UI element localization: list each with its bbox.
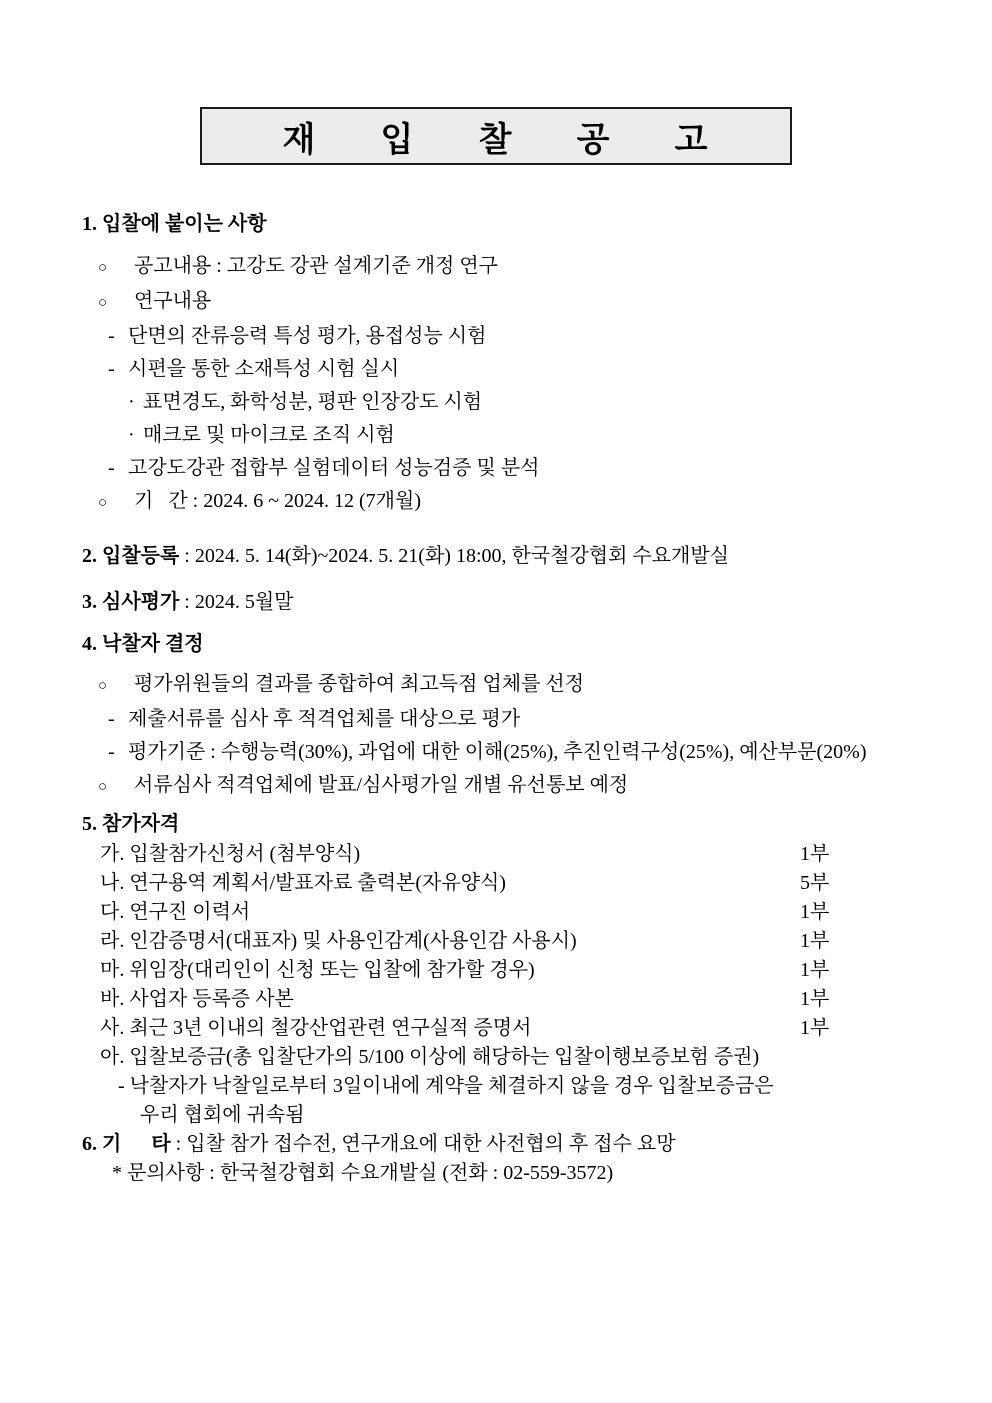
list-item-text: 매크로 및 마이크로 조직 시험: [143, 424, 395, 446]
attachment-count: 1부: [800, 988, 830, 1010]
section-4-heading: 4. 낙찰자 결정: [82, 633, 204, 655]
circle-bullet-icon: ○: [98, 260, 108, 276]
section-2-value: : 2024. 5. 14(화)~2024. 5. 21(화) 18:00, 한국철강협회 수요개발실: [179, 545, 730, 567]
list-item-text: 평가위원들의 결과를 종합하여 최고득점 업체를 선정: [134, 673, 585, 695]
list-item: [82, 353, 976, 386]
contact-note: * 문의사항 : 한국철강협회 수요개발실 (전화 : 02-559-3572): [112, 1162, 614, 1184]
list-item: [82, 386, 976, 419]
list-item: [82, 285, 976, 320]
list-item: [82, 452, 976, 485]
section-5-heading: 5. 참가자격: [82, 813, 180, 835]
list-item-text: 기 간 : 2024. 6 ~ 2024. 12 (7개월): [134, 490, 421, 512]
attachment-row: [82, 927, 976, 956]
list-item: [82, 736, 976, 769]
document-title: 재 입 찰 공 고: [282, 121, 710, 159]
section-6-label: 6. 기 타: [82, 1133, 171, 1155]
attachment-label: 아. 입찰보증금(총 입찰단가의 5/100 이상에 해당하는 입찰이행보증보험 증권): [100, 1046, 760, 1068]
list-item-text: 표면경도, 화학성분, 평판 인장강도 시험: [143, 391, 483, 413]
attachment-label: 마. 위임장(대리인이 신청 또는 입찰에 참가할 경우): [100, 959, 535, 981]
circle-bullet-icon: ○: [98, 495, 108, 511]
dot-bullet-icon: ·: [128, 424, 135, 446]
deposit-note-line-2: 우리 협회에 귀속됨: [140, 1104, 305, 1126]
dash-bullet-icon: -: [108, 325, 115, 347]
list-item-text: 서류심사 적격업체에 발표/심사평가일 개별 유선통보 예정: [134, 774, 629, 796]
list-item-text: 평가기준 : 수행능력(30%), 과업에 대한 이해(25%), 추진인력구성(25%), 예산부문(20%): [128, 741, 867, 763]
dash-bullet-icon: -: [108, 457, 115, 479]
attachment-count: 1부: [800, 959, 830, 981]
attachment-label: 나. 연구용역 계획서/발표자료 출력본(자유양식): [100, 872, 506, 894]
list-item: [82, 668, 976, 703]
attachment-label: 사. 최근 3년 이내의 철강산업관련 연구실적 증명서: [100, 1017, 532, 1039]
section-4-items: [82, 668, 976, 804]
section-3-value: : 2024. 5월말: [179, 591, 294, 613]
list-item: [82, 320, 976, 353]
section-6-value: : 입찰 참가 접수전, 연구개요에 대한 사전협의 후 접수 요망: [170, 1133, 676, 1155]
section-2-label: 2. 입찰등록: [82, 545, 180, 567]
attachment-label: 가. 입찰참가신청서 (첨부양식): [100, 843, 361, 865]
attachment-count: 5부: [800, 872, 830, 894]
circle-bullet-icon: ○: [98, 295, 108, 311]
dash-bullet-icon: -: [108, 708, 115, 730]
list-item: [82, 769, 976, 804]
circle-bullet-icon: ○: [98, 678, 108, 694]
attachment-row: [82, 956, 976, 985]
attachment-label: 다. 연구진 이력서: [100, 901, 251, 923]
attachment-row: [82, 1043, 976, 1072]
list-item-text: 시편을 통한 소재특성 시험 실시: [128, 358, 400, 380]
list-item: [82, 419, 976, 452]
section-3-label: 3. 심사평가: [82, 591, 180, 613]
dash-bullet-icon: -: [108, 358, 115, 380]
attachment-count: 1부: [800, 901, 830, 923]
section-5-rows: [82, 840, 976, 1130]
list-item-text: 고강도강관 접합부 실험데이터 성능검증 및 분석: [128, 457, 540, 479]
section-2-heading: [82, 544, 976, 568]
dash-bullet-icon: -: [108, 741, 115, 763]
circle-bullet-icon: ○: [98, 779, 108, 795]
section-1-heading: 1. 입찰에 붙이는 사항: [82, 213, 267, 235]
list-item: [82, 250, 976, 285]
attachment-row: [82, 1014, 976, 1043]
deposit-note-line-1: - 낙찰자가 낙찰일로부터 3일이내에 계약을 체결하지 않을 경우 입찰보증금은: [118, 1075, 774, 1097]
attachment-count: 1부: [800, 843, 830, 865]
list-item-text: 공고내용 : 고강도 강관 설계기준 개정 연구: [134, 255, 498, 277]
attachment-row: [82, 898, 976, 927]
list-item-text: 단면의 잔류응력 특성 평가, 용접성능 시험: [128, 325, 487, 347]
attachment-row: [82, 840, 976, 869]
dot-bullet-icon: ·: [128, 391, 135, 413]
attachment-count: 1부: [800, 930, 830, 952]
attachment-count: 1부: [800, 1017, 830, 1039]
attachment-label: 라. 인감증명서(대표자) 및 사용인감계(사용인감 사용시): [100, 930, 577, 952]
attachment-row: [82, 985, 976, 1014]
attachment-row: [82, 869, 976, 898]
section-1-items: [82, 250, 976, 520]
list-item: [82, 703, 976, 736]
list-item-text: 연구내용: [134, 290, 212, 312]
section-6-heading: [82, 1130, 976, 1159]
attachment-label: 바. 사업자 등록증 사본: [100, 988, 294, 1010]
list-item-text: 제출서류를 심사 후 적격업체를 대상으로 평가: [128, 708, 521, 730]
list-item: [82, 485, 976, 520]
section-3-heading: [82, 590, 976, 614]
